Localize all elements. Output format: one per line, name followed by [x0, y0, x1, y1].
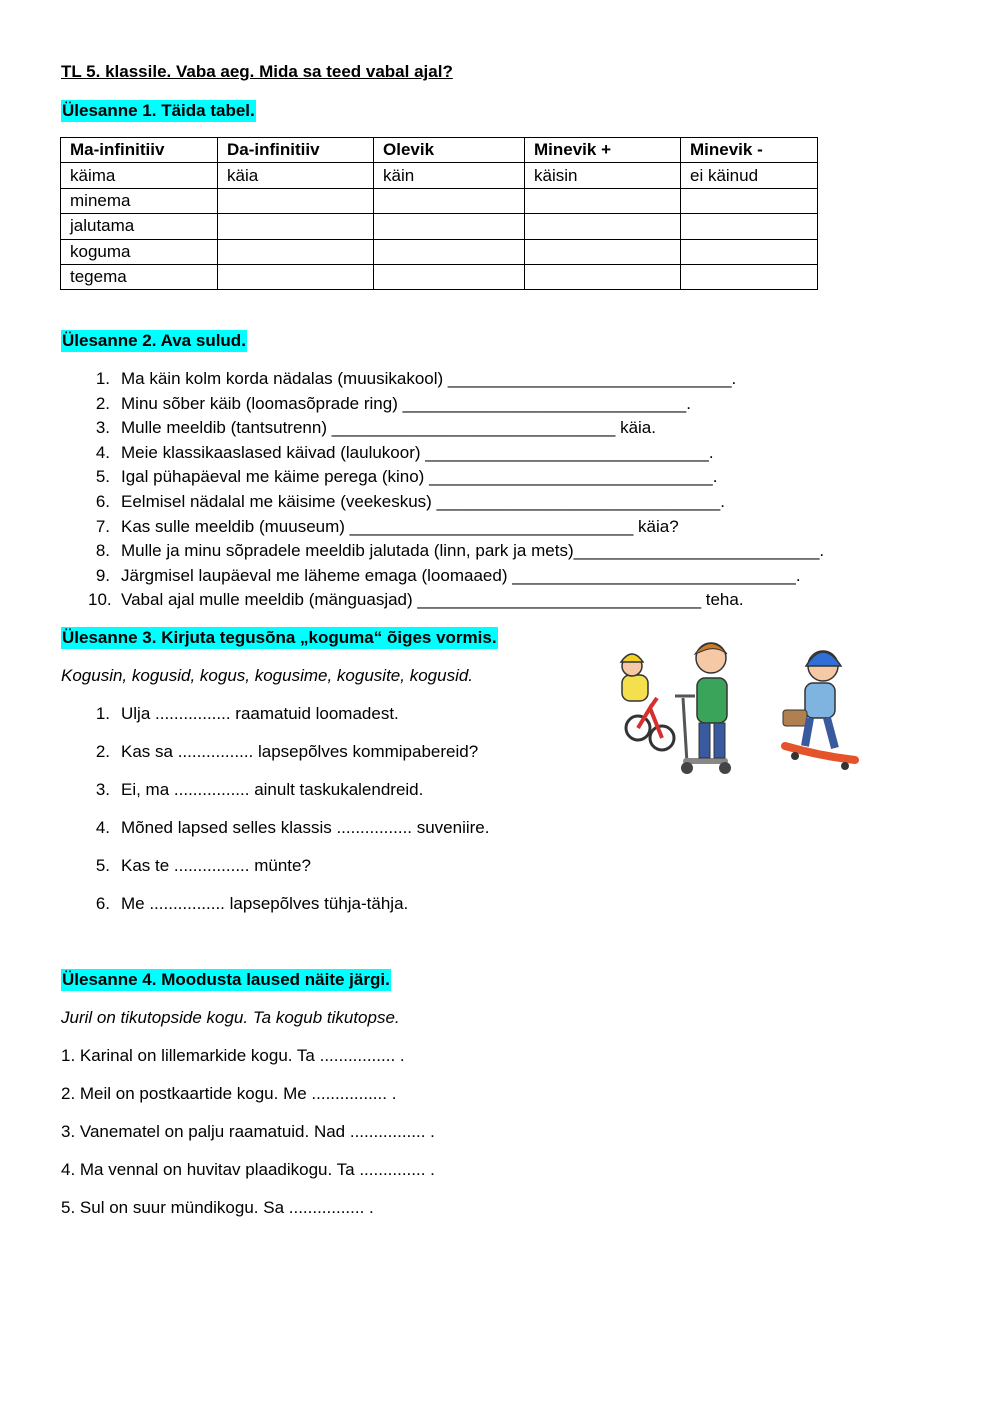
skateboard-boy-icon	[783, 651, 855, 770]
task4-heading: Ülesanne 4. Moodusta laused näite järgi.	[62, 970, 390, 989]
table-cell: käin	[374, 163, 525, 188]
table-row	[61, 163, 818, 188]
table-answer-cell[interactable]	[681, 188, 818, 213]
table-answer-cell[interactable]	[374, 239, 525, 264]
table-cell: ei käinud	[681, 163, 818, 188]
task1-heading: Ülesanne 1. Täida tabel.	[62, 101, 255, 120]
task4-item[interactable]: 1. Karinal on lillemarkide kogu. Ta ................ .	[61, 1046, 405, 1065]
table-cell: tegema	[61, 264, 218, 289]
table-row	[61, 188, 818, 213]
table-row	[61, 264, 818, 289]
task3-hint: Kogusin, kogusid, kogus, kogusime, kogusite, kogusid.	[61, 666, 474, 685]
table-cell: minema	[61, 188, 218, 213]
table-row	[61, 214, 818, 239]
table-cell: koguma	[61, 239, 218, 264]
table-answer-cell[interactable]	[218, 214, 374, 239]
table-answer-cell[interactable]	[374, 214, 525, 239]
task4-example: Juril on tikutopside kogu. Ta kogub tikutopse.	[61, 1008, 400, 1027]
table-header-cell: Minevik -	[681, 138, 818, 163]
table-answer-cell[interactable]	[681, 264, 818, 289]
task4-item[interactable]: 5. Sul on suur mündikogu. Sa ................ .	[61, 1198, 374, 1217]
table-cell: jalutama	[61, 214, 218, 239]
table-answer-cell[interactable]	[374, 188, 525, 213]
table-answer-cell[interactable]	[681, 239, 818, 264]
table-answer-cell[interactable]	[525, 239, 681, 264]
table-answer-cell[interactable]	[525, 214, 681, 239]
table-header-row	[61, 138, 818, 163]
table-cell: käisin	[525, 163, 681, 188]
verb-table	[60, 137, 818, 290]
kids-on-bike-scooter-skateboard-icon	[605, 628, 875, 788]
table-answer-cell[interactable]	[525, 264, 681, 289]
task2-heading: Ülesanne 2. Ava sulud.	[62, 331, 246, 350]
task3-heading: Ülesanne 3. Kirjuta tegusõna „koguma“ õiges vormis.	[62, 628, 497, 647]
table-cell: käima	[61, 163, 218, 188]
table-answer-cell[interactable]	[374, 264, 525, 289]
scooter-boy-icon	[675, 643, 731, 774]
table-header-cell: Da-infinitiiv	[218, 138, 374, 163]
task4-item[interactable]: 2. Meil on postkaartide kogu. Me ................ .	[61, 1084, 397, 1103]
task4-item[interactable]: 3. Vanematel on palju raamatuid. Nad ................ .	[61, 1122, 435, 1141]
table-header-cell: Ma-infinitiiv	[61, 138, 218, 163]
task4-item[interactable]: 4. Ma vennal on huvitav plaadikogu. Ta .............. .	[61, 1160, 435, 1179]
table-answer-cell[interactable]	[218, 264, 374, 289]
table-header-cell: Minevik +	[525, 138, 681, 163]
bike-child-icon	[621, 654, 674, 750]
page-title: TL 5. klassile. Vaba aeg. Mida sa teed vabal ajal?	[61, 62, 453, 81]
table-answer-cell[interactable]	[525, 188, 681, 213]
table-answer-cell[interactable]	[218, 188, 374, 213]
table-answer-cell[interactable]	[681, 214, 818, 239]
table-answer-cell[interactable]	[218, 239, 374, 264]
table-header-cell: Olevik	[374, 138, 525, 163]
table-cell: käia	[218, 163, 374, 188]
table-row	[61, 239, 818, 264]
